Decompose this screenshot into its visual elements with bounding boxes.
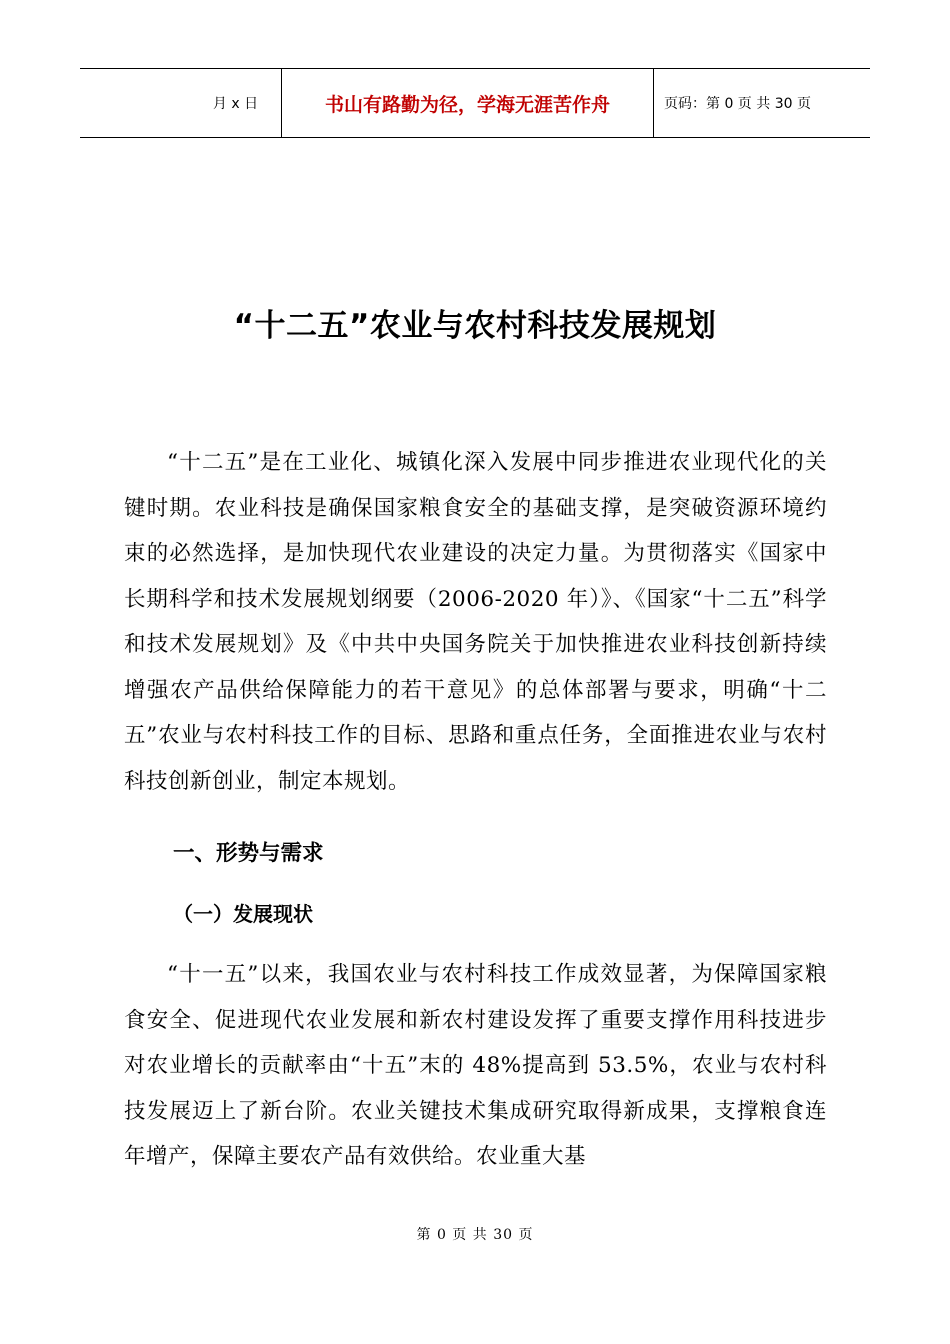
page-header xyxy=(80,68,870,138)
status-paragraph: “十一五”以来，我国农业与农村科技工作成效显著，为保障国家粮食安全、促进现代农业发展和新农村建设发挥了重要支撑作用科技进步对农业增长的贡献率由“十五”末的 48%提高到 53.5%，农业与农村科技发展迈上了新台阶。农业关键技术集成研究取得新成果，支撑粮食连年增产，保障主要农产品有效供给。农业重大基 xyxy=(124,962,827,1169)
intro-section xyxy=(124,440,827,804)
page-footer: 第 0 页 共 30 页 xyxy=(416,1227,534,1243)
header-motto: 书山有路勤为径，学海无涯苦作舟 xyxy=(282,69,654,137)
status-section xyxy=(124,952,827,1180)
section-heading: 一、形势与需求 xyxy=(173,841,324,866)
header-date: 月 x 日 xyxy=(80,69,282,137)
header-page-info: 页码：第 0 页 共 30 页 xyxy=(664,96,811,112)
document-title: “十二五”农业与农村科技发展规划 xyxy=(233,308,717,344)
intro-paragraph: “十二五”是在工业化、城镇化深入发展中同步推进农业现代化的关键时期。农业科技是确保国家粮食安全的基础支撑，是突破资源环境约束的必然选择，是加快现代农业建设的决定力量。为贯彻落实《国家中长期科学和技术发展规划纲要（2006-2020 年）》、《国家“十二五”科学和技术发展规划》及《中共中央国务院关于加快推进农业科技创新持续增强农产品供给保障能力的若干意见》的总体部署与要求，明确“十二五”农业与农村科技工作的目标、思路和重点任务，全面推进农业与农村科技创新创业，制定本规划。 xyxy=(124,450,827,794)
subsection-heading: （一）发展现状 xyxy=(173,902,313,926)
